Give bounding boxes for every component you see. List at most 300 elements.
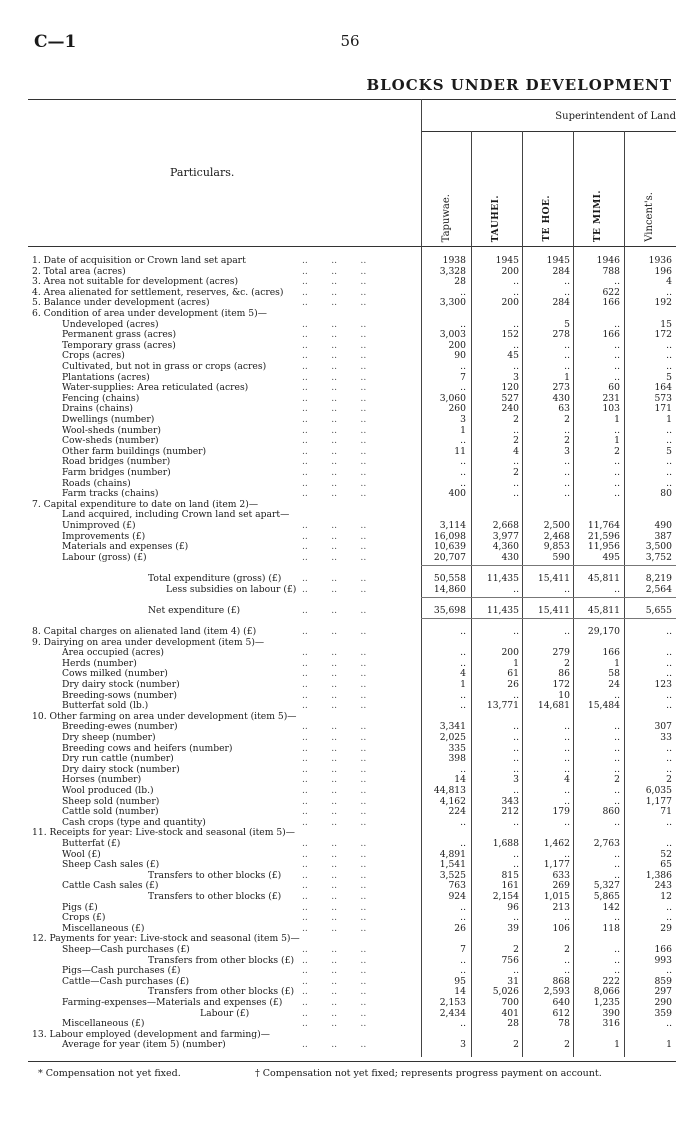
leader-dots: .. .. .. [302, 573, 367, 584]
table-cell: .. [460, 361, 466, 372]
table-cell: 2,468 [543, 530, 570, 542]
leader-dots: .. .. .. [302, 1018, 367, 1030]
row-label: Butterfat sold (lb.) [62, 700, 149, 712]
row-label: Area occupied (acres) [62, 647, 164, 659]
table-cell: .. [513, 361, 519, 372]
table-cell: .. [460, 477, 466, 489]
row-label: 9. Dairying on area under development (item 5)— [32, 636, 265, 648]
leader-dots: .. .. .. [302, 997, 367, 1008]
table-cell: .. [564, 848, 570, 860]
table-cell: 430 [501, 551, 519, 563]
table-cell: 14 [454, 774, 466, 786]
total-rule [421, 618, 676, 619]
table-cell: .. [460, 689, 466, 701]
table-cell: 15,411 [537, 573, 570, 584]
table-cell: 284 [552, 265, 570, 277]
table-cell: .. [614, 371, 620, 383]
table-cell: .. [614, 753, 620, 765]
table-cell: 3,500 [645, 541, 672, 553]
table-cell: 10,639 [433, 541, 466, 553]
table-cell: 763 [448, 880, 466, 892]
table-cell: 5,655 [645, 604, 672, 616]
table-cell: .. [666, 700, 672, 712]
table-cell: 1945 [495, 255, 519, 266]
table-cell: 284 [552, 297, 570, 309]
table-cell: .. [564, 816, 570, 828]
table-cell: .. [564, 339, 570, 351]
table-cell: 11 [454, 445, 466, 457]
row-label: Fencing (chains) [62, 392, 140, 404]
table-cell: 200 [501, 265, 519, 277]
table-cell: .. [513, 742, 519, 754]
table-cell: 1 [614, 1039, 620, 1051]
leader-dots: .. .. .. [302, 604, 367, 616]
table-cell: 3,003 [439, 329, 466, 341]
table-cell: 1938 [442, 255, 466, 266]
table-cell: .. [666, 456, 672, 468]
row-label: 3. Area not suitable for development (acres) [32, 276, 239, 288]
table-cell: .. [513, 626, 519, 637]
table-cell: 400 [448, 488, 466, 500]
row-label: Horses (number) [62, 774, 142, 786]
table-cell: 161 [501, 880, 519, 892]
table-cell: 1 [460, 424, 466, 436]
table-cell: 80 [660, 488, 672, 500]
table-cell: 58 [608, 668, 620, 680]
table-cell: .. [614, 424, 620, 436]
leader-dots: .. .. .. [302, 869, 367, 881]
table-cell: 5,327 [593, 880, 620, 892]
table-cell: 44,813 [433, 785, 466, 796]
leader-dots: .. .. .. [302, 626, 367, 637]
table-cell: 1946 [596, 255, 620, 266]
table-cell: .. [666, 339, 672, 351]
table-cell: 2 [614, 774, 620, 786]
leader-dots: .. .. .. [302, 859, 367, 871]
table-cell: 95 [454, 975, 466, 987]
table-cell: .. [564, 912, 570, 924]
row-label: Sheep—Cash purchases (£) [62, 944, 190, 955]
table-cell: 640 [552, 997, 570, 1008]
table-cell: 2 [564, 1039, 570, 1051]
table-cell: 179 [552, 806, 570, 818]
table-cell: 1 [564, 371, 570, 383]
table-row [0, 309, 700, 320]
leader-dots: .. .. .. [302, 891, 367, 902]
table-cell: .. [460, 763, 466, 775]
document-code: C—1 [34, 32, 77, 52]
table-cell: 993 [654, 954, 672, 966]
table-cell: 297 [654, 986, 672, 998]
table-cell: .. [666, 753, 672, 765]
row-label: Cow-sheds (number) [62, 435, 159, 447]
table-cell: 14,860 [433, 583, 466, 595]
table-cell: 1,386 [645, 869, 672, 881]
table-cell: .. [513, 424, 519, 436]
table-cell: .. [614, 785, 620, 796]
row-label: 11. Receipts for year: Live-stock and seasonal (item 5)— [32, 827, 295, 839]
table-cell: 2 [564, 657, 570, 669]
row-label: Miscellaneous (£) [62, 1018, 145, 1030]
table-cell: 700 [501, 997, 519, 1008]
leader-dots: .. .. .. [302, 954, 367, 966]
super-rule [421, 131, 676, 132]
table-cell: 2,564 [645, 583, 672, 595]
table-cell: 2 [666, 774, 672, 786]
column-header [522, 134, 572, 242]
table-cell: 5 [666, 371, 672, 383]
table-cell: 96 [507, 901, 519, 913]
table-cell: .. [513, 583, 519, 595]
table-cell: 166 [602, 297, 620, 309]
table-cell: 2,763 [593, 838, 620, 849]
table-cell: 7 [460, 944, 466, 955]
table-cell: 1 [666, 414, 672, 425]
table-cell: 495 [602, 551, 620, 563]
table-row [0, 839, 700, 850]
table-cell: 50,558 [433, 573, 466, 584]
table-cell: .. [614, 456, 620, 468]
row-label: Pigs (£) [62, 901, 98, 913]
table-cell: 7 [460, 371, 466, 383]
row-label: 13. Labour employed (development and farming)— [32, 1028, 270, 1040]
leader-dots: .. .. .. [302, 785, 367, 796]
row-label: 6. Condition of area under development (item 5)— [32, 308, 267, 319]
leader-dots: .. .. .. [302, 986, 367, 998]
row-label: Cattle—Cash purchases (£) [62, 975, 190, 987]
table-cell: 11,435 [486, 573, 519, 584]
row-label: Wool (£) [62, 848, 101, 860]
row-label: Cattle sold (number) [62, 806, 159, 818]
table-cell: 12 [660, 891, 672, 902]
table-cell: .. [513, 456, 519, 468]
table-cell: 2,668 [492, 520, 519, 531]
table-cell: 3 [564, 445, 570, 457]
table-cell: 2 [614, 445, 620, 457]
table-cell: .. [513, 721, 519, 733]
table-cell: .. [460, 626, 466, 637]
table-cell: 4 [564, 774, 570, 786]
row-label: 10. Other farming on area under development (item 5)— [32, 710, 297, 722]
table-cell: 269 [552, 880, 570, 892]
leader-dots: .. .. .. [302, 806, 367, 818]
table-cell: 45,811 [587, 573, 620, 584]
table-cell: 103 [602, 403, 620, 415]
table-cell: .. [513, 753, 519, 765]
table-cell: .. [666, 477, 672, 489]
table-cell: 398 [448, 753, 466, 765]
table-cell: 45 [507, 350, 519, 362]
leader-dots: .. .. .. [302, 371, 367, 383]
table-cell: .. [564, 456, 570, 468]
table-row [0, 786, 700, 797]
table-row [0, 362, 700, 373]
table-cell: 1 [614, 414, 620, 425]
table-cell: 39 [507, 922, 519, 934]
table-cell: 4,360 [492, 541, 519, 553]
table-cell: 3,300 [439, 297, 466, 309]
row-label: 8. Capital charges on alienated land (item 4) (£) [32, 626, 257, 637]
table-cell: .. [564, 763, 570, 775]
table-cell: 2,025 [439, 732, 466, 743]
table-cell: 90 [454, 350, 466, 362]
table-cell: 5 [666, 445, 672, 457]
table-cell: .. [614, 361, 620, 372]
table-cell: 5,865 [593, 891, 620, 902]
table-cell: .. [513, 488, 519, 500]
leader-dots: .. .. .. [302, 742, 367, 754]
table-cell: .. [666, 912, 672, 924]
table-cell: .. [614, 467, 620, 478]
table-cell: 273 [552, 382, 570, 394]
row-label: Labour (gross) (£) [62, 551, 147, 563]
column-header [624, 134, 674, 242]
table-cell: .. [513, 477, 519, 489]
table-cell: 14 [454, 986, 466, 998]
table-cell: .. [513, 848, 519, 860]
row-label: Dry sheep (number) [62, 732, 156, 743]
column-header-label: TE MIMI. [593, 189, 603, 242]
leader-dots: .. .. .. [302, 657, 367, 669]
row-label: Wool produced (lb.) [62, 785, 154, 796]
table-cell: 65 [660, 859, 672, 871]
table-cell: 490 [654, 520, 672, 531]
table-cell: 359 [654, 1007, 672, 1019]
row-label: Less subsidies on labour (£) [166, 583, 297, 595]
leader-dots: .. .. .. [302, 965, 367, 977]
table-cell: .. [666, 467, 672, 478]
leader-dots: .. .. .. [302, 583, 367, 595]
table-cell: 243 [654, 880, 672, 892]
table-cell: 29,170 [587, 626, 620, 637]
page-number: 56 [340, 32, 360, 50]
table-cell: .. [564, 286, 570, 298]
leader-dots: .. .. .. [302, 795, 367, 807]
leader-dots: .. .. .. [302, 732, 367, 743]
table-cell: .. [564, 785, 570, 796]
table-cell: 1 [513, 657, 519, 669]
leader-dots: .. .. .. [302, 975, 367, 987]
table-cell: .. [460, 838, 466, 849]
table-cell: 16,098 [433, 530, 466, 542]
table-cell: 11,956 [587, 541, 620, 553]
table-cell: .. [666, 361, 672, 372]
row-label: Improvements (£) [62, 530, 146, 542]
table-row [0, 521, 700, 532]
leader-dots: .. .. .. [302, 838, 367, 849]
table-cell: 3,328 [439, 265, 466, 277]
leader-dots: .. .. .. [302, 912, 367, 924]
leader-dots: .. .. .. [302, 361, 367, 372]
table-cell: 240 [501, 403, 519, 415]
table-cell: 5,026 [492, 986, 519, 998]
table-cell: .. [513, 286, 519, 298]
table-cell: .. [460, 647, 466, 659]
leader-dots: .. .. .. [302, 339, 367, 351]
table-row [0, 585, 700, 596]
table-cell: .. [614, 912, 620, 924]
table-cell: .. [666, 657, 672, 669]
table-cell: 1,462 [543, 838, 570, 849]
table-cell: 527 [501, 392, 519, 404]
table-cell: .. [513, 318, 519, 330]
table-cell: 612 [552, 1007, 570, 1019]
table-cell: 4 [460, 668, 466, 680]
table-cell: 343 [501, 795, 519, 807]
table-cell: .. [614, 763, 620, 775]
leader-dots: .. .. .. [302, 1007, 367, 1019]
leader-dots: .. .. .. [302, 488, 367, 500]
table-row [0, 627, 700, 638]
row-label: Land acquired, including Crown land set apart— [62, 509, 290, 521]
table-cell: 10 [558, 689, 570, 701]
table-cell: 1,177 [543, 859, 570, 871]
table-row [0, 468, 700, 479]
table-cell: 4,891 [439, 848, 466, 860]
table-cell: .. [666, 435, 672, 447]
table-cell: 15,411 [537, 604, 570, 616]
table-cell: 2,434 [439, 1007, 466, 1019]
row-label: Transfers to other blocks (£) [148, 891, 282, 902]
table-cell: 13,771 [486, 700, 519, 712]
table-cell: .. [614, 944, 620, 955]
leader-dots: .. .. .. [302, 392, 367, 404]
column-header [421, 134, 471, 242]
table-cell: .. [460, 965, 466, 977]
table-cell: .. [513, 339, 519, 351]
table-cell: 2,154 [492, 891, 519, 902]
leader-dots: .. .. .. [302, 816, 367, 828]
table-row [0, 256, 700, 267]
row-label: Pigs—Cash purchases (£) [62, 965, 181, 977]
table-cell: .. [564, 742, 570, 754]
table-row [0, 998, 700, 1009]
row-label: Road bridges (number) [62, 456, 171, 468]
row-label: Labour (£) [200, 1007, 250, 1019]
row-label: Transfers to other blocks (£) [148, 869, 282, 881]
leader-dots: .. .. .. [302, 922, 367, 934]
table-cell: 171 [654, 403, 672, 415]
table-cell: .. [614, 869, 620, 881]
table-cell: 3,525 [439, 869, 466, 881]
row-label: Transfers from other blocks (£) [148, 954, 295, 966]
table-row [0, 606, 700, 617]
table-cell: 3,114 [439, 520, 466, 531]
table-cell: .. [564, 954, 570, 966]
table-cell: 28 [454, 276, 466, 288]
table-cell: 622 [602, 286, 620, 298]
table-cell: .. [460, 912, 466, 924]
table-cell: 33 [660, 732, 672, 743]
column-header-label: Vincent's. [643, 192, 655, 242]
table-cell: 106 [552, 922, 570, 934]
column-header [471, 134, 521, 242]
table-cell: 3 [460, 1039, 466, 1051]
table-cell: .. [513, 912, 519, 924]
table-cell: .. [614, 721, 620, 733]
table-cell: .. [614, 689, 620, 701]
table-cell: 3,977 [492, 530, 519, 542]
footnote-dagger: † Compensation not yet fixed; represents progress payment on account. [255, 1068, 602, 1079]
table-cell: 28 [507, 1018, 519, 1030]
table-cell: 3 [460, 414, 466, 425]
table-cell: .. [564, 424, 570, 436]
table-cell: .. [564, 467, 570, 478]
table-cell: 868 [552, 975, 570, 987]
table-cell: .. [460, 382, 466, 394]
table-cell: 390 [602, 1007, 620, 1019]
leader-dots: .. .. .. [302, 382, 367, 394]
leader-dots: .. .. .. [302, 477, 367, 489]
row-label: Average for year (item 5) (number) [62, 1039, 226, 1051]
table-cell: 4 [666, 276, 672, 288]
column-header [573, 134, 623, 242]
row-label: 7. Capital expenditure to date on land (item 2)— [32, 498, 259, 510]
leader-dots: .. .. .. [302, 424, 367, 436]
table-cell: 200 [501, 647, 519, 659]
table-cell: 9,853 [543, 541, 570, 553]
table-cell: .. [564, 721, 570, 733]
table-cell: 815 [501, 869, 519, 881]
leader-dots: .. .. .. [302, 286, 367, 298]
table-cell: .. [614, 848, 620, 860]
table-cell: 123 [654, 679, 672, 690]
table-row [0, 680, 700, 691]
row-label: Farm tracks (chains) [62, 488, 159, 500]
table-cell: 6,035 [645, 785, 672, 796]
table-cell: 3,752 [645, 551, 672, 563]
row-label: Cattle Cash sales (£) [62, 880, 159, 892]
table-cell: .. [564, 488, 570, 500]
header-bottom-rule [28, 246, 676, 247]
table-cell: 200 [501, 297, 519, 309]
table-cell: 61 [507, 668, 519, 680]
table-cell: 1 [460, 679, 466, 690]
table-cell: .. [564, 753, 570, 765]
row-label: 4. Area alienated for settlement, reserves, &c. (acres) [32, 286, 284, 298]
leader-dots: .. .. .. [302, 689, 367, 701]
row-label: Cash crops (type and quantity) [62, 816, 206, 828]
table-cell: 401 [501, 1007, 519, 1019]
table-cell: 3 [513, 371, 519, 383]
row-label: Farm bridges (number) [62, 467, 171, 478]
table-cell: 1,177 [645, 795, 672, 807]
table-cell: 788 [602, 265, 620, 277]
row-label: Dwellings (number) [62, 414, 155, 425]
row-label: Farming-expenses—Materials and expenses (£) [62, 997, 283, 1008]
table-row [0, 1040, 700, 1051]
table-cell: 1936 [648, 255, 672, 266]
table-cell: .. [666, 901, 672, 913]
table-cell: 924 [448, 891, 466, 902]
table-cell: .. [614, 350, 620, 362]
table-cell: 200 [448, 339, 466, 351]
table-cell: 2,153 [439, 997, 466, 1008]
row-label: Drains (chains) [62, 403, 134, 415]
total-rule [421, 597, 676, 598]
table-cell: .. [666, 350, 672, 362]
table-cell: 387 [654, 530, 672, 542]
table-cell: .. [666, 286, 672, 298]
leader-dots: .. .. .. [302, 721, 367, 733]
table-cell: .. [564, 795, 570, 807]
table-cell: 21,596 [587, 530, 620, 542]
table-cell: .. [614, 339, 620, 351]
table-cell: 71 [660, 806, 672, 818]
table-cell: .. [564, 583, 570, 595]
table-row [0, 892, 700, 903]
table-cell: .. [666, 689, 672, 701]
